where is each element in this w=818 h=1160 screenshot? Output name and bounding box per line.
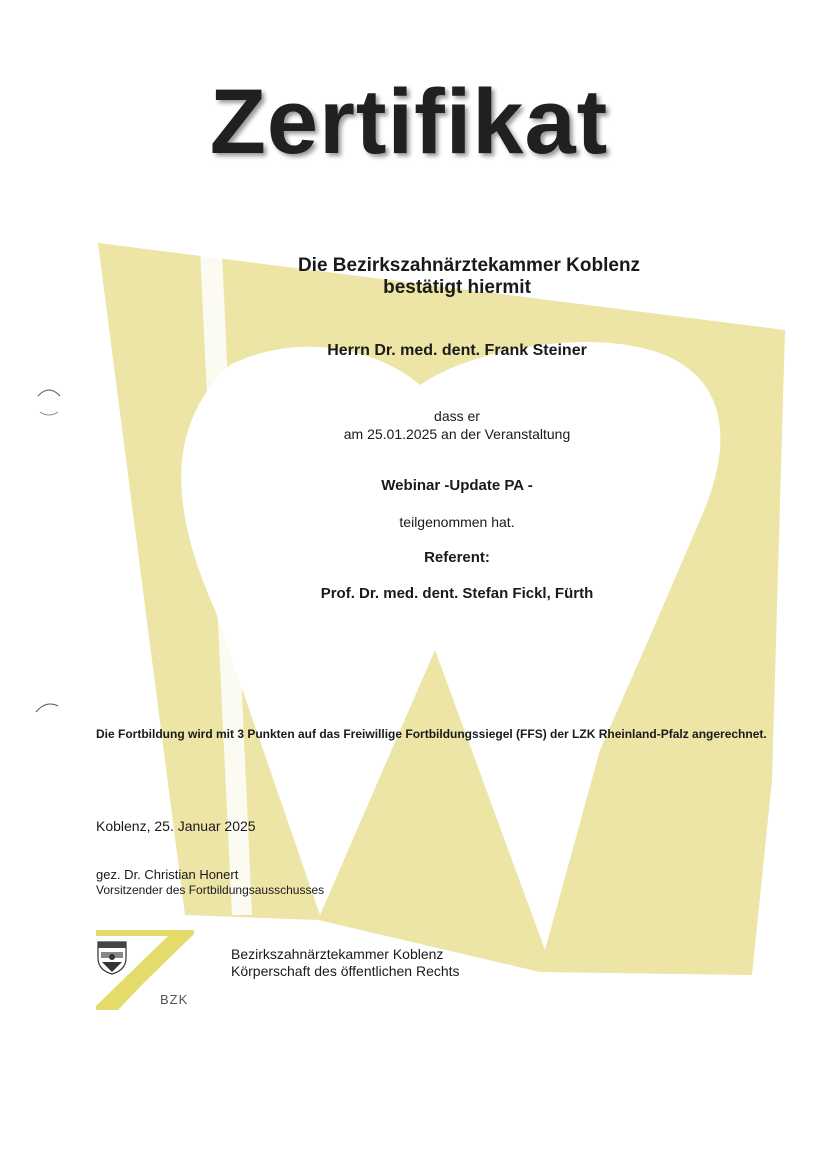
referent-label: Referent: xyxy=(424,549,490,566)
punch-hole-mark xyxy=(34,698,64,718)
event-title: Webinar -Update PA - xyxy=(381,477,533,494)
referent-name: Prof. Dr. med. dent. Stefan Fickl, Fürth xyxy=(320,585,594,602)
org-name: Bezirkszahnärztekammer Koblenz xyxy=(231,946,444,962)
body-line-date: am 25.01.2025 an der Veranstaltung xyxy=(343,426,571,442)
org-type: Körperschaft des öffentlichen Rechts xyxy=(231,963,460,979)
points-note: Die Fortbildung wird mit 3 Punkten auf das Freiwillige Fortbildungssiegel (FFS) der LZK Rheinland-Pfalz angerechnet. xyxy=(96,727,767,741)
signer-role: Vorsitzender des Fortbildungsausschusses xyxy=(96,883,325,897)
recipient-name: Herrn Dr. med. dent. Frank Steiner xyxy=(327,342,587,359)
body-line-participated: teilgenommen hat. xyxy=(399,514,515,530)
confirm-line: bestätigt hiermit xyxy=(383,277,531,298)
coat-of-arms-icon xyxy=(98,942,126,974)
place-date: Koblenz, 25. Januar 2025 xyxy=(96,818,256,834)
body-line-dass: dass er xyxy=(434,408,480,424)
issuer-name: Die Bezirkszahnärztekammer Koblenz xyxy=(297,255,641,276)
certificate-title: Zertifikat xyxy=(209,71,609,173)
logo-text: BZK xyxy=(160,992,189,1007)
signer-name: gez. Dr. Christian Honert xyxy=(96,867,239,882)
